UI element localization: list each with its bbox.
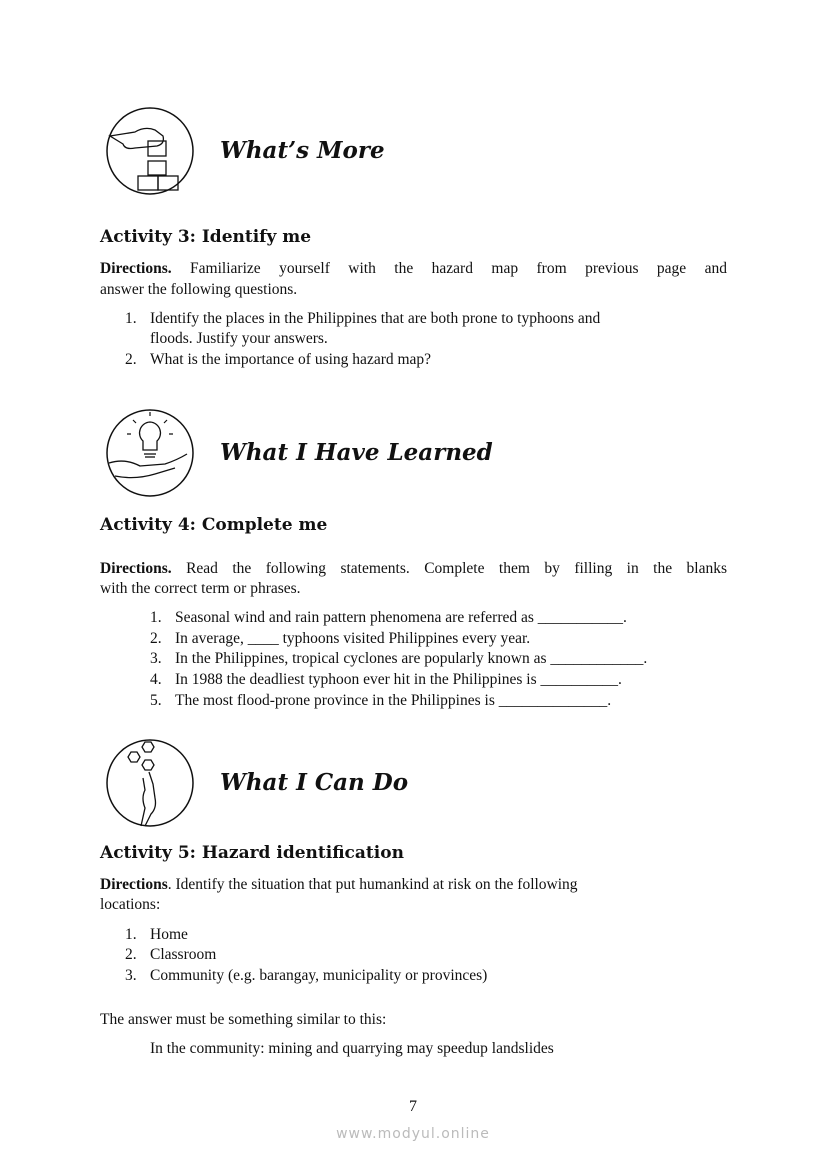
item-number: 2. — [150, 630, 162, 647]
section-title-what-i-have-learned: What I Have Learned — [220, 439, 493, 466]
item-number: 1. — [150, 609, 162, 626]
fill-in-item — [150, 649, 647, 669]
list-item — [125, 350, 431, 370]
answer-intro: The answer must be something similar to this: — [100, 1011, 387, 1028]
activity4-directions-cont: with the correct term or phrases. — [100, 580, 301, 597]
item-text: The most flood-prone province in the Philippines is ______________. — [175, 692, 612, 709]
item-text: In 1988 the deadliest typhoon ever hit in the Philippines is __________. — [175, 671, 622, 688]
item-number: 1. — [125, 926, 137, 943]
section-title-what-i-can-do: What I Can Do — [220, 769, 409, 796]
activity4-heading: Activity 4: Complete me — [100, 515, 328, 535]
item-number: 4. — [150, 671, 162, 688]
answer-example: In the community: mining and quarrying may speedup landslides — [150, 1040, 554, 1057]
hand-stacking-blocks-icon — [105, 106, 195, 196]
activity5-directions-cont: locations: — [100, 896, 161, 913]
hand-gears-icon — [105, 738, 195, 828]
watermark: www.modyul.online — [336, 1126, 490, 1142]
directions-text: Familiarize yourself with the hazard map from previous page and — [190, 260, 727, 277]
item-text: Seasonal wind and rain pattern phenomena are referred as ___________. — [175, 609, 627, 626]
item-number: 2. — [125, 351, 137, 368]
item-text: In the Philippines, tropical cyclones are popularly known as ____________. — [175, 650, 648, 667]
item-number: 5. — [150, 692, 162, 709]
item-number: 1. — [125, 310, 137, 327]
list-item — [125, 309, 600, 329]
fill-in-item — [150, 608, 627, 628]
list-item — [125, 945, 216, 965]
directions-label: Directions — [100, 876, 168, 893]
item-text: Home — [150, 926, 188, 943]
item-number: 3. — [125, 967, 137, 984]
activity3-heading: Activity 3: Identify me — [100, 227, 312, 247]
directions-label: Directions. — [100, 260, 172, 277]
page-number: 7 — [409, 1098, 417, 1115]
list-item — [125, 966, 487, 986]
activity4-directions — [100, 559, 727, 579]
directions-text: Read the following statements. Complete them by filling in the blanks — [186, 560, 728, 577]
item-text: What is the importance of using hazard map? — [150, 351, 432, 368]
list-item-cont: floods. Justify your answers. — [150, 330, 328, 347]
item-text: Classroom — [150, 946, 217, 963]
item-number: 2. — [125, 946, 137, 963]
directions-label: Directions. — [100, 560, 172, 577]
list-item — [125, 925, 188, 945]
activity3-directions-cont: answer the following questions. — [100, 281, 298, 298]
fill-in-item — [150, 670, 622, 690]
hand-lightbulb-icon — [105, 408, 195, 498]
activity5-directions — [100, 875, 578, 895]
directions-text: . Identify the situation that put humankind at risk on the following — [167, 876, 578, 893]
fill-in-item — [150, 691, 611, 711]
item-number: 3. — [150, 650, 162, 667]
activity3-directions — [100, 259, 727, 279]
item-text: In average, ____ typhoons visited Philippines every year. — [175, 630, 531, 647]
fill-in-item — [150, 629, 530, 649]
activity5-heading: Activity 5: Hazard identification — [100, 843, 404, 863]
item-text: Community (e.g. barangay, municipality or provinces) — [150, 967, 488, 984]
section-title-whats-more: What’s More — [220, 137, 385, 164]
item-text: Identify the places in the Philippines that are both prone to typhoons and — [150, 310, 601, 327]
